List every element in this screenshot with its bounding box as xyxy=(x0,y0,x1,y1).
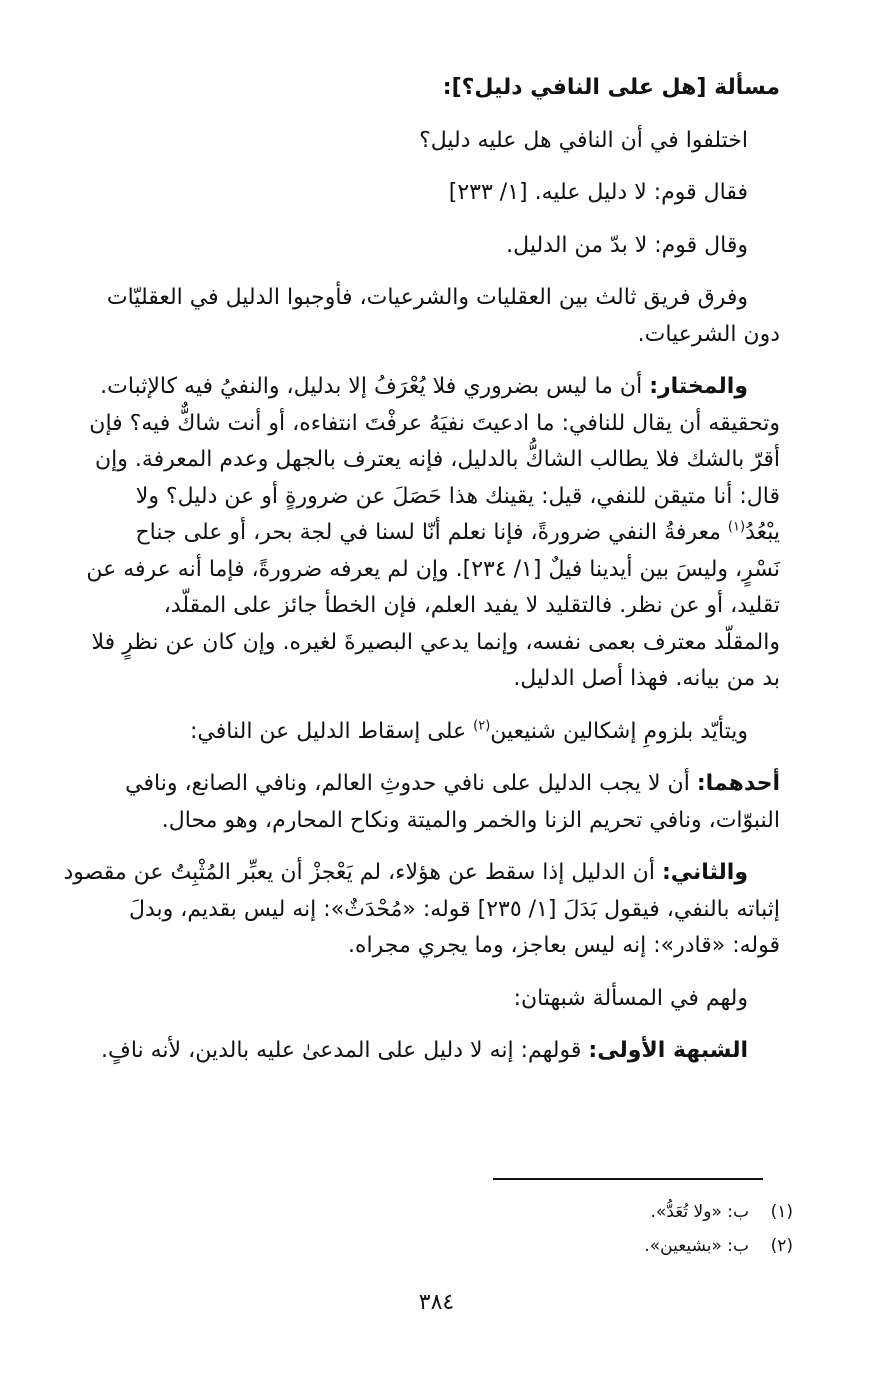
text-span: يبْعُدُ xyxy=(745,520,780,545)
text-line: قوله: «قادر»: إنه ليس بعاجز، وما يجري مجراه. xyxy=(348,933,780,958)
paragraph-3: وقال قوم: لا بدّ من الدليل. xyxy=(506,232,748,258)
text-line xyxy=(50,515,780,552)
text-line: قال: أنا متيقن للنفي، قيل: يقينك هذا حَصَلَ عن ضرورةٍ أو عن دليل؟ ولا xyxy=(135,483,780,509)
text-line: وفرق فريق ثالث بين العقليات والشرعيات، فأوجبوا الدليل في العقليّات xyxy=(106,285,748,310)
term-label: أحدهما: xyxy=(696,771,780,796)
footnote-marker: (١) xyxy=(727,519,746,535)
paragraph-10 xyxy=(50,1033,780,1070)
paragraph-9: ولهم في المسألة شبهتان: xyxy=(513,985,748,1011)
text-span: معرفةُ النفي ضرورةً، فإنا نعلم أنّا لسنا في لجة بحر، أو على جناح xyxy=(135,520,728,545)
text-line: تقليد، أو عن نظر. فالتقليد لا يفيد العلم، فإن الخطأ جائز على المقلّد، xyxy=(163,593,780,618)
text-span: على إسقاط الدليل عن النافي: xyxy=(190,718,474,744)
text-line: وتحقيقه أن يقال للنافي: ما ادعيتَ نفيَهُ عرفْتَ انتفاءه، أو أنت شاكٌّ فيه؟ فإن xyxy=(89,410,780,436)
term-label: والمختار: xyxy=(649,374,748,399)
text-line xyxy=(50,855,780,892)
footnote-text: ب: «بشيعين». xyxy=(644,1236,749,1256)
footnote-number: (٢) xyxy=(770,1236,793,1256)
footnote-divider xyxy=(493,1178,763,1180)
footnote-marker: (٢) xyxy=(473,718,491,734)
footnotes xyxy=(93,1195,793,1263)
text-line: نَسْرٍ، وليسَ بين أيدينا فيلٌ [١/ ٢٣٤]. وإن لم يعرفه ضرورةً، فإما أنه عرفه عن xyxy=(86,556,780,582)
paragraph-7 xyxy=(50,766,780,839)
text-span: أن لا يجب الدليل على نافي حدوثِ العالم، ونافي الصانع، ونافي xyxy=(125,771,690,796)
text-line: بد من بيانه. فهذا أصل الدليل. xyxy=(513,666,780,691)
paragraph-5 xyxy=(50,369,780,698)
text-line xyxy=(50,766,780,803)
text-span: ويتأيّد بلزومِ إشكالين شنيعين xyxy=(490,718,748,744)
text-line: والمقلّد معترف بعمى نفسه، وإنما يدعي البصيرةَ لغيره. وإن كان عن نظرٍ فلا xyxy=(91,629,780,655)
paragraph-4 xyxy=(50,280,780,353)
text-line: أقرّ بالشك فلا يطالب الشاكُّ بالدليل، فإنه يعترف بالجهل وعدم المعرفة. وإن xyxy=(94,447,780,472)
term-label: الشبهة الأولى: xyxy=(588,1038,748,1063)
paragraph-6 xyxy=(50,714,780,751)
footnote-item xyxy=(93,1195,793,1229)
paragraph-8 xyxy=(50,855,780,965)
text-span: قولهم: إنه لا دليل على المدعىٰ عليه بالدين، لأنه نافٍ. xyxy=(101,1038,582,1063)
text-span: أن الدليل إذا سقط عن هؤلاء، لم يَعْجزْ أن يعبِّر المُثْبِتُ عن مقصود xyxy=(63,860,655,885)
section-heading: مسألة [هل على النافي دليل؟]: xyxy=(442,75,780,100)
text-line xyxy=(50,369,780,406)
footnote-number: (١) xyxy=(770,1202,793,1222)
text-line: دون الشرعيات. xyxy=(637,321,780,347)
paragraph-1: اختلفوا في أن النافي هل عليه دليل؟ xyxy=(419,127,748,153)
paragraph-2: فقال قوم: لا دليل عليه. [١/ ٢٣٣] xyxy=(448,180,748,205)
text-line: النبوّات، ونافي تحريم الزنا والخمر والميتة ونكاح المحارم، وهو محال. xyxy=(161,807,780,833)
footnote-item xyxy=(93,1229,793,1263)
footnote-text: ب: «ولا تُعَدُّ». xyxy=(650,1202,749,1222)
text-span: أن ما ليس بضروري فلا يُعْرَفُ إلا بدليل، والنفيُ فيه كالإثبات. xyxy=(100,374,643,399)
page-body xyxy=(50,70,780,1070)
term-label: والثاني: xyxy=(661,860,748,885)
page-number: ٣٨٤ xyxy=(418,1290,455,1315)
text-line: إثباته بالنفي، فيقول بَدَلَ [١/ ٢٣٥] قوله: «مُحْدَثٌ»: إنه ليس بقديم، وبدلَ xyxy=(128,896,780,922)
